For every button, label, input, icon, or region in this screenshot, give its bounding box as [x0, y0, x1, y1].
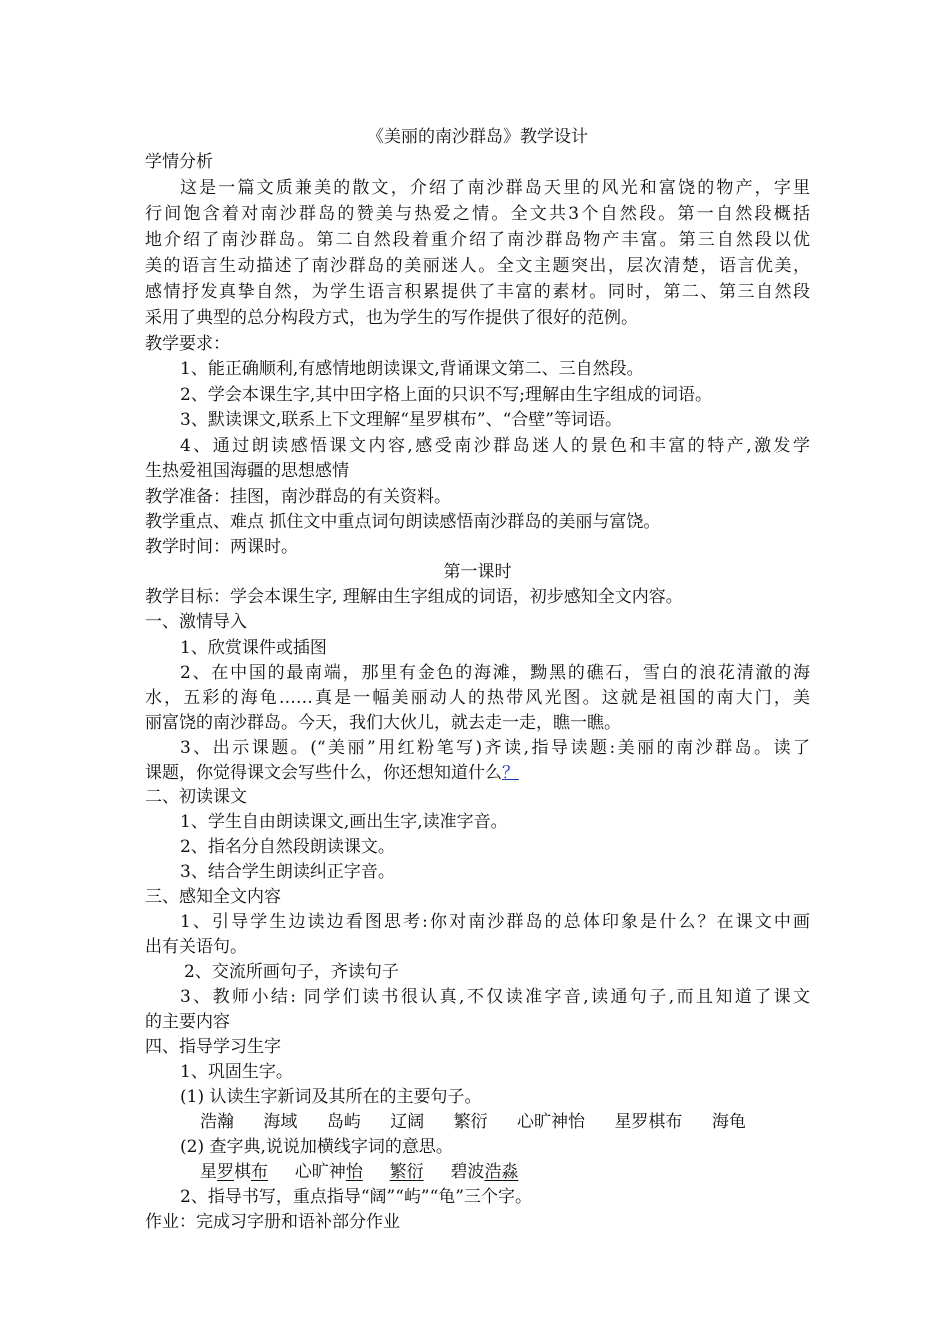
section-item: 2、指名分自然段朗读课文。	[180, 837, 395, 857]
vocab-word: 海域	[263, 1112, 298, 1132]
section-heading: 一、激情导入	[145, 612, 247, 632]
vocab-list	[200, 1109, 810, 1135]
document-title: 《美丽的南沙群岛》教学设计	[367, 127, 588, 147]
section-item: 1、引导学生边读边看图思考:你对南沙群岛的总体印象是什么？在课文中画	[180, 912, 810, 932]
analysis-line: 采用了典型的总分构段方式，也为学生的写作提供了很好的范例。	[145, 308, 638, 328]
section-item: 3、出示课题。(“美丽”用红粉笔写)齐读,指导读题:美丽的南沙群岛。读了	[180, 738, 810, 758]
teaching-objective: 教学目标：学会本课生字, 理解由生字组成的词语，初步感知全文内容。	[145, 587, 683, 607]
underlined-word: 繁衍	[389, 1162, 424, 1182]
section-item: 2、指导书写，重点指导“阔”“屿”“龟”三个字。	[180, 1187, 532, 1207]
vocab-word: 繁衍	[453, 1112, 488, 1132]
section-item-cont: 水，五彩的海龟……真是一幅美丽动人的热带风光图。这就是祖国的南大门，美	[145, 688, 810, 708]
section-item: 1、欣赏课件或插图	[180, 638, 327, 658]
requirement-item: 3、默读课文,联系上下文理解“星罗棋布”、“合壁”等词语。	[180, 410, 622, 430]
requirement-item: 1、能正确顺利,有感情地朗读课文,背诵课文第二、三自然段。	[180, 359, 644, 379]
sub-item: (1) 认读生字新词及其所在的主要句子。	[180, 1087, 482, 1107]
requirement-item: 4、通过朗读感悟课文内容,感受南沙群岛迷人的景色和丰富的特产,激发学	[180, 436, 810, 456]
sub-item: (2) 查字典,说说加横线字词的意思。	[180, 1137, 453, 1157]
vocab-word: 辽阔	[390, 1112, 425, 1132]
lesson-title: 第一课时	[443, 562, 512, 582]
requirement-item: 2、学会本课生字,其中田字格上面的只识不写;理解由生字组成的词语。	[180, 385, 712, 405]
section-heading: 四、指导学习生字	[145, 1037, 281, 1057]
section-item-cont: 出有关语句。	[145, 937, 247, 957]
underlined-word-list	[200, 1159, 810, 1185]
section-item-cont: 的主要内容	[145, 1012, 230, 1032]
section-item-cont: 丽富饶的南沙群岛。今天，我们大伙儿，就去走一走，瞧一瞧。	[145, 713, 621, 733]
analysis-line: 行间饱含着对南沙群岛的赞美与热爱之情。全文共3个自然段。第一自然段概括	[145, 204, 810, 224]
analysis-line: 感情抒发真挚自然，为学生语言积累提供了丰富的素材。同时，第二、第三自然段	[145, 282, 810, 302]
homework: 作业：完成习字册和语补部分作业	[145, 1212, 400, 1232]
analysis-line: 地介绍了南沙群岛。第二自然段着重介绍了南沙群岛物产丰富。第三自然段以优	[145, 230, 810, 250]
underlined-word: 星罗棋布	[200, 1162, 268, 1182]
question-mark-link[interactable]: ？	[502, 763, 519, 783]
analysis-heading: 学情分析	[145, 152, 213, 172]
requirement-item-cont: 生热爱祖国海疆的思想感情	[145, 461, 349, 481]
vocab-word: 浩瀚	[200, 1112, 234, 1132]
section-item-cont	[145, 760, 810, 786]
section-item: 2、在中国的最南端，那里有金色的海滩，黝黑的礁石，雪白的浪花清澈的海	[180, 663, 810, 683]
section-item: 1、学生自由朗读课文,画出生字,读准字音。	[180, 812, 508, 832]
vocab-word: 心旷神怡	[517, 1112, 586, 1132]
key-points: 教学重点、难点 抓住文中重点词句朗读感悟南沙群岛的美丽与富饶。	[145, 512, 661, 532]
section-item: 1、巩固生字。	[180, 1062, 293, 1082]
section-heading: 二、初读课文	[145, 787, 247, 807]
requirements-heading: 教学要求：	[145, 334, 230, 354]
vocab-word: 岛屿	[326, 1112, 361, 1132]
section-item: 2、交流所画句子，齐读句子	[184, 962, 399, 982]
teaching-time: 教学时间：两课时。	[145, 537, 298, 557]
underlined-word: 心旷神怡	[294, 1162, 363, 1182]
teaching-prep: 教学准备：挂图，南沙群岛的有关资料。	[145, 487, 451, 507]
vocab-word: 海龟	[711, 1112, 746, 1132]
section-item: 3、教师小结: 同学们读书很认真,不仅读准字音,读通句子,而且知道了课文	[180, 987, 810, 1007]
analysis-line: 美的语言生动描述了南沙群岛的美丽迷人。全文主题突出，层次清楚，语言优美，	[145, 256, 810, 276]
section-item: 3、结合学生朗读纠正字音。	[180, 862, 395, 882]
section-item-text: 课题，你觉得课文会写些什么，你还想知道什么	[145, 763, 502, 783]
underlined-word: 碧波浩淼	[450, 1162, 519, 1182]
analysis-line: 这是一篇文质兼美的散文，介绍了南沙群岛天里的风光和富饶的物产，字里	[180, 178, 810, 198]
vocab-word: 星罗棋布	[614, 1112, 683, 1132]
section-heading: 三、感知全文内容	[145, 887, 281, 907]
